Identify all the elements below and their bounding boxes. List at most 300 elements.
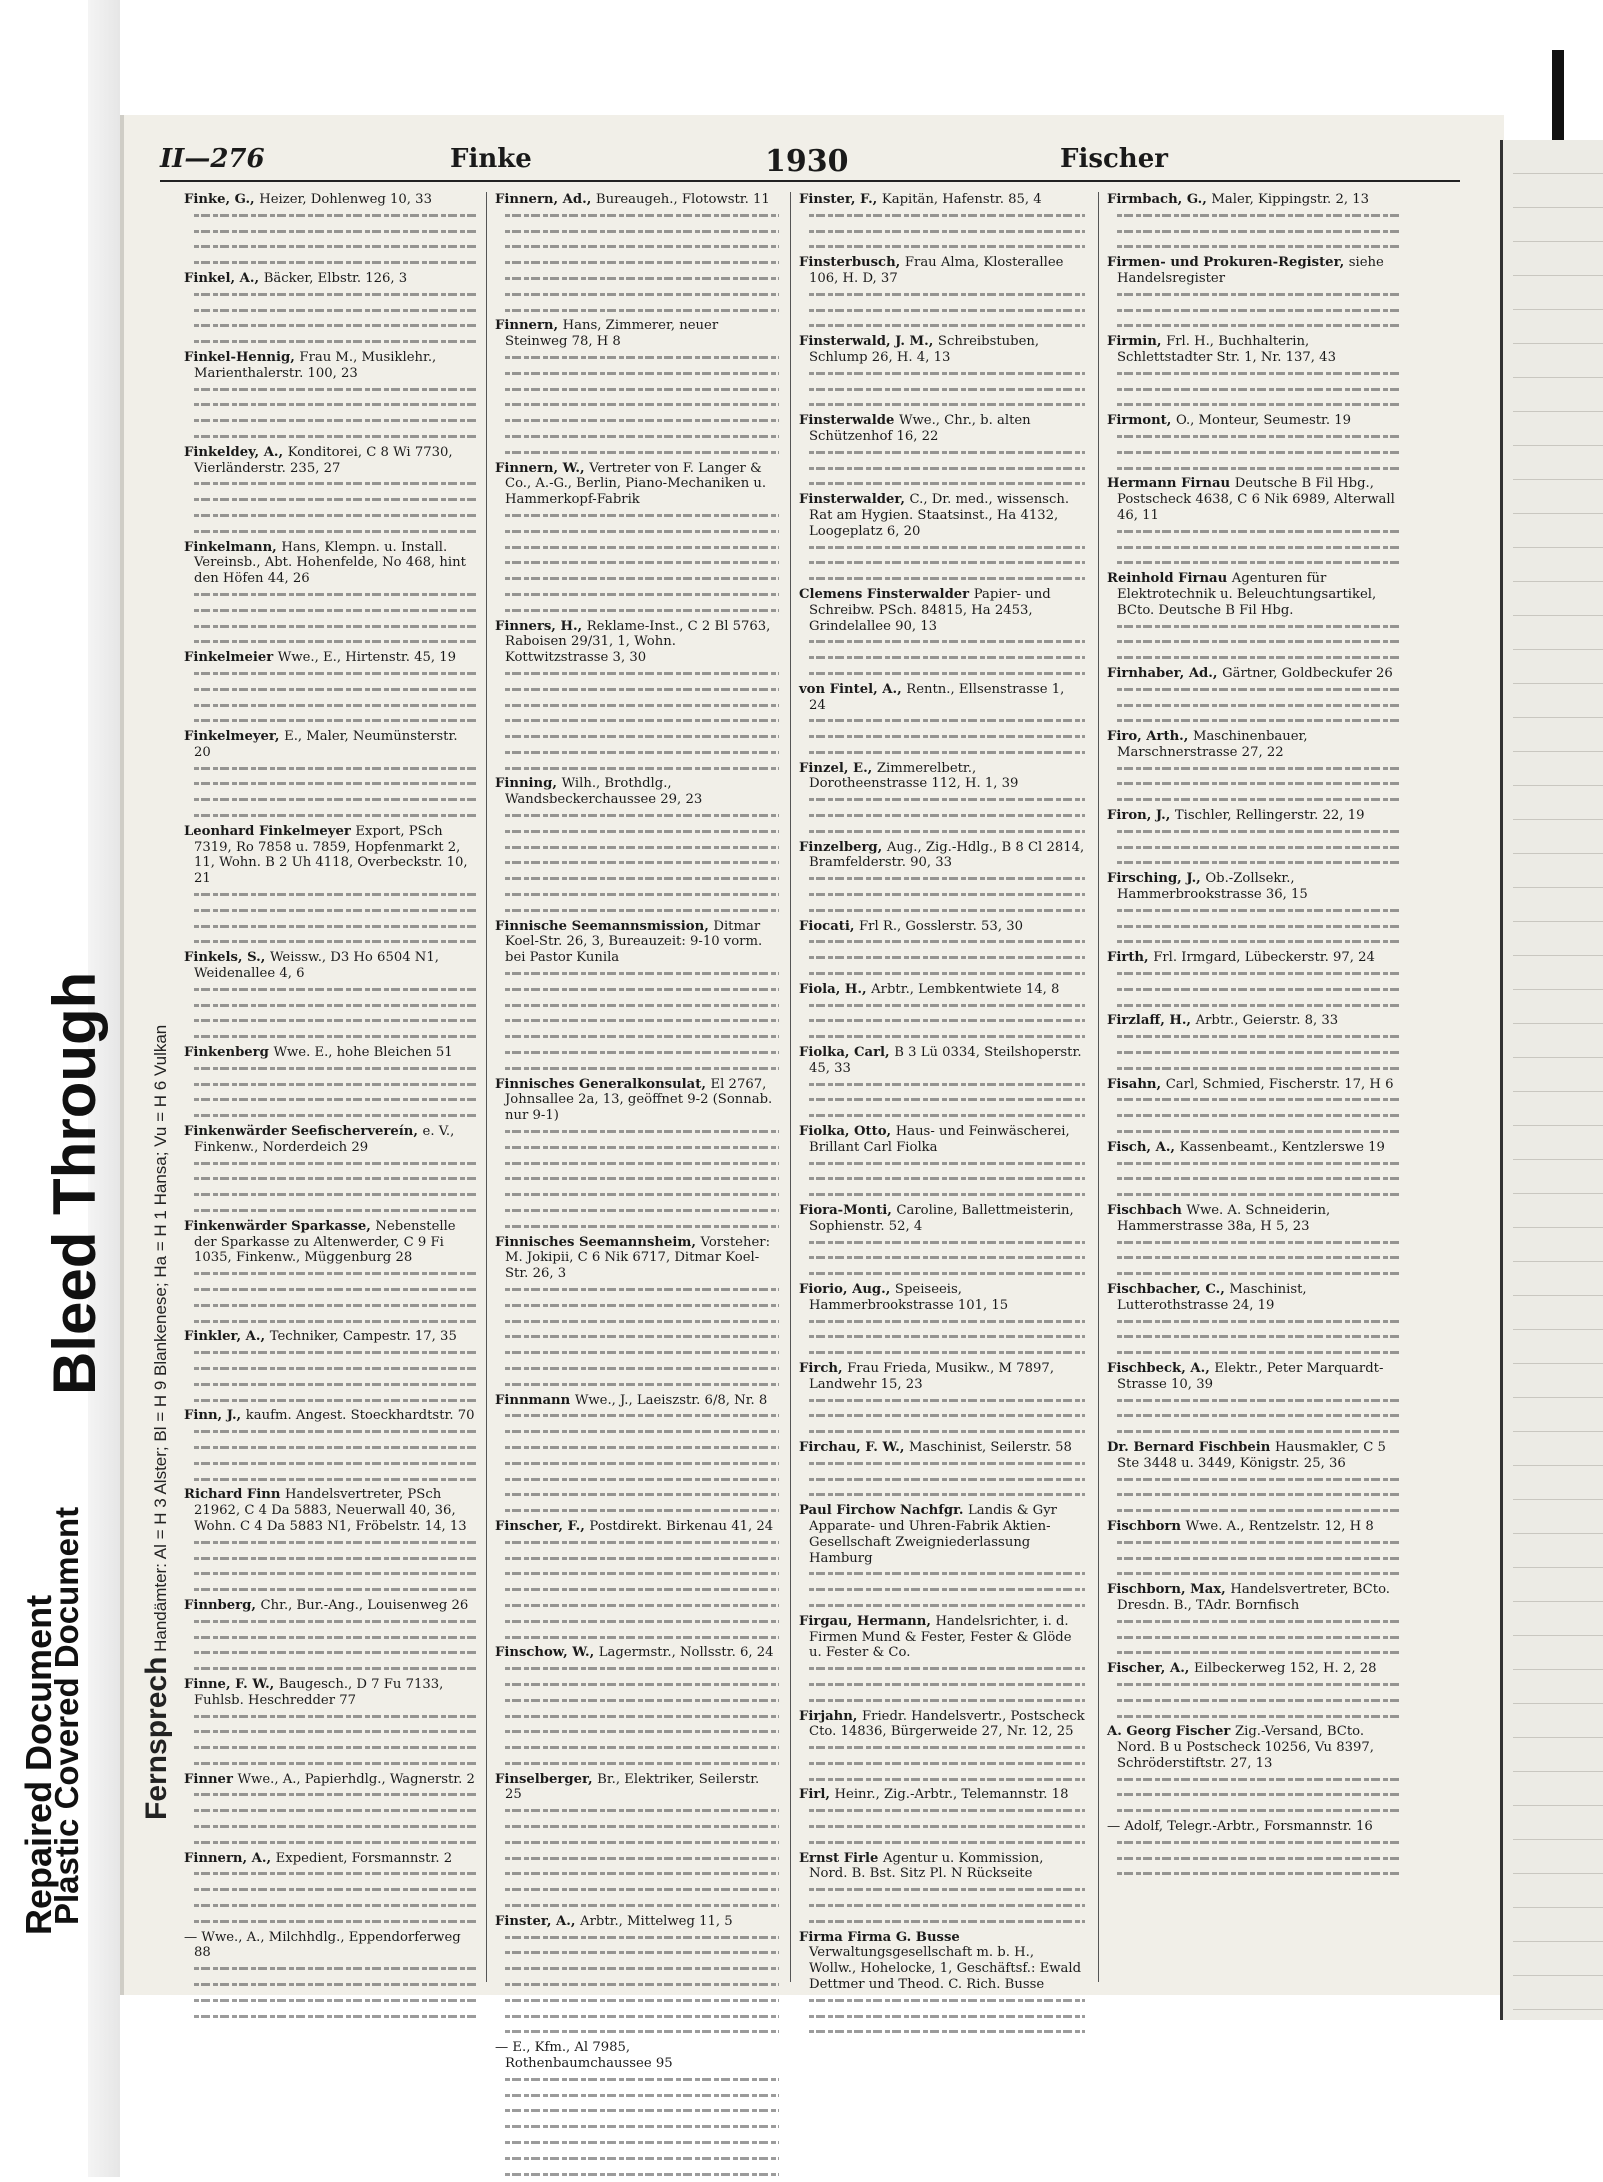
print-line — [495, 303, 779, 319]
print-line — [184, 1614, 476, 1630]
entry-details: Ditmar Koel-Str. 26, 3, Bureauzeit: 9-10 vorm. bei Pastor Kunila — [505, 918, 763, 966]
print-line — [495, 2072, 779, 2088]
entry-details: E., Kfm., Al 7985, Rothenbaumchaussee 95 — [505, 2040, 673, 2072]
entry-name: Firchau, F. W., — [799, 1439, 909, 1455]
print-line — [184, 808, 476, 824]
print-line — [799, 1993, 1085, 2009]
adjacent-page-line — [1513, 1024, 1603, 1058]
repaired-document-stamp: Repaired Document — [18, 1594, 59, 1935]
print-line — [495, 508, 779, 524]
print-line — [495, 524, 779, 540]
directory-entry — [1107, 1013, 1399, 1029]
print-line — [1107, 1787, 1399, 1803]
entry-details: e. V., Finkenw., Norderdeich 29 — [194, 1124, 455, 1155]
entry-name: Finnern, A., — [184, 1850, 276, 1866]
directory-entry — [184, 1772, 476, 1788]
entry-name: Fiolka, Carl, — [799, 1045, 895, 1061]
directory-entry — [495, 1393, 779, 1409]
directory-entry — [184, 540, 476, 587]
print-line — [495, 603, 779, 619]
entry-details: Agentur u. Kommission, Nord. B. Bst. Sitz Pl. N Rückseite — [809, 1850, 1044, 1882]
print-line — [184, 1298, 476, 1314]
directory-entry — [799, 1045, 1085, 1077]
print-line — [1107, 1803, 1399, 1819]
entry-name: Firth, — [1107, 950, 1154, 966]
print-line — [184, 1803, 476, 1819]
print-line — [799, 871, 1085, 887]
print-line — [1107, 382, 1399, 398]
print-line — [1107, 982, 1399, 998]
directory-entry — [184, 1124, 476, 1156]
entry-name: Finnmann — [495, 1392, 575, 1408]
directory-entry — [184, 824, 476, 887]
print-line — [799, 713, 1085, 729]
entry-details: Maschinist, Seilerstr. 58 — [909, 1439, 1072, 1455]
adjacent-page-line — [1513, 650, 1603, 684]
print-line — [799, 1898, 1085, 1914]
print-line — [1107, 1045, 1399, 1061]
entry-details: Bureaugeh., Flotowstr. 11 — [595, 192, 770, 207]
print-line — [495, 998, 779, 1014]
entry-name: Fiocati, — [799, 918, 860, 934]
print-line — [1107, 1266, 1399, 1282]
entry-name: von Fintel, A., — [799, 681, 907, 697]
print-line — [495, 1171, 779, 1187]
print-line — [799, 1314, 1085, 1330]
print-line — [184, 1314, 476, 1330]
entry-name: Finsterwald, J. M., — [799, 334, 938, 350]
print-line — [799, 1677, 1085, 1693]
print-line — [1107, 1393, 1399, 1409]
entry-details: Zig.-Versand, BCto. Nord. B u Postscheck 10256, Vu 8397, Schröderstiftstr. 27, 13 — [1117, 1724, 1374, 1771]
print-line — [495, 698, 779, 714]
directory-entry — [799, 761, 1085, 793]
print-line — [1107, 208, 1399, 224]
adjacent-page-line — [1513, 1364, 1603, 1398]
print-line — [184, 303, 476, 319]
print-line — [1107, 397, 1399, 413]
directory-entry — [184, 350, 476, 382]
entry-name: Fischer, A., — [1107, 1661, 1194, 1677]
print-line — [184, 1535, 476, 1551]
print-line — [184, 1029, 476, 1045]
exchange-list: Handämter: Al = H 3 Alster; Bl = H 9 Blankenese; Ha = H 1 Hansa; Vu = H 6 Vulkan — [151, 1024, 170, 1652]
adjacent-page-line — [1513, 1874, 1603, 1908]
print-line — [495, 2167, 779, 2182]
directory-entry — [184, 445, 476, 477]
print-line — [1107, 1092, 1399, 1108]
print-line — [799, 555, 1085, 571]
print-line — [1107, 461, 1399, 477]
entry-name: Fiorio, Aug., — [799, 1281, 895, 1297]
directory-entry — [1107, 871, 1399, 903]
entry-name: Fiolka, Otto, — [799, 1124, 896, 1140]
entry-details: Kapitän, Hafenstr. 85, 4 — [881, 192, 1042, 207]
print-line — [799, 998, 1085, 1014]
entry-name: Firmen- und Prokuren-Register, — [1107, 255, 1349, 271]
print-line — [495, 1977, 779, 1993]
entry-name: Fisch, A., — [1107, 1139, 1180, 1155]
directory-entry — [799, 1124, 1085, 1156]
print-line — [184, 776, 476, 792]
entry-name: Finsterwalder, — [799, 492, 910, 508]
print-line — [1107, 555, 1399, 571]
print-line — [184, 1171, 476, 1187]
print-line — [799, 461, 1085, 477]
adjacent-page-line — [1513, 1228, 1603, 1262]
entry-name: Finnisches Seemannsheim, — [495, 1234, 701, 1250]
print-line — [184, 666, 476, 682]
header-last-name: Fischer — [1060, 144, 1168, 174]
entry-details: Agenturen für Elektrotechnik u. Beleuchtungsartikel, BCto. Deutsche B Fil Hbg. — [1117, 571, 1377, 618]
adjacent-page-line — [1513, 378, 1603, 412]
print-line — [184, 287, 476, 303]
entry-details: Wwe., A., Milchhdlg., Eppendorferweg 88 — [194, 1929, 461, 1961]
print-line — [1107, 1250, 1399, 1266]
print-line — [184, 1709, 476, 1725]
print-line — [799, 966, 1085, 982]
print-line — [495, 1440, 779, 1456]
print-line — [495, 2135, 779, 2151]
print-line — [799, 1187, 1085, 1203]
print-line — [184, 982, 476, 998]
entry-name: Finzelberg, — [799, 839, 887, 855]
print-line — [495, 224, 779, 240]
directory-entry — [799, 492, 1085, 539]
directory-entry — [799, 1361, 1085, 1393]
print-line — [184, 1898, 476, 1914]
directory-entry — [495, 461, 779, 508]
print-line — [495, 540, 779, 556]
print-line — [184, 1424, 476, 1440]
entry-name: Firmont, — [1107, 413, 1176, 429]
print-line — [1107, 1709, 1399, 1725]
directory-entry — [495, 1914, 779, 1930]
print-line — [184, 476, 476, 492]
print-line — [1107, 1108, 1399, 1124]
entry-details: Deutsche B Fil Hbg., Postscheck 4638, C 6 Nik 6989, Alterwall 46, 11 — [1117, 476, 1395, 523]
print-line — [495, 1156, 779, 1172]
print-line — [495, 1124, 779, 1140]
print-line — [799, 303, 1085, 319]
print-line — [1107, 524, 1399, 540]
print-line — [184, 1345, 476, 1361]
print-line — [1107, 776, 1399, 792]
print-line — [495, 1993, 779, 2009]
adjacent-page-line — [1513, 1058, 1603, 1092]
print-line — [799, 208, 1085, 224]
print-line — [1107, 1645, 1399, 1661]
entry-details: Frau Frieda, Musikw., M 7897, Landwehr 15, 23 — [809, 1360, 1055, 1392]
print-line — [495, 1898, 779, 1914]
print-line — [184, 603, 476, 619]
entry-details: Reklame-Inst., C 2 Bl 5763, Raboisen 29/31, 1, Wohn. Kottwitzstrasse 3, 30 — [505, 618, 771, 666]
print-line — [799, 1756, 1085, 1772]
print-line — [1107, 429, 1399, 445]
print-line — [799, 1345, 1085, 1361]
print-line — [495, 1377, 779, 1393]
print-line — [184, 1156, 476, 1172]
entry-details: Nebenstelle der Sparkasse zu Altenwerder, C 9 Fi 1035, Finkenw., Müggenburg 28 — [194, 1218, 456, 1266]
print-line — [799, 1914, 1085, 1930]
directory-entry — [799, 1930, 1085, 1993]
print-line — [799, 1566, 1085, 1582]
print-line — [495, 1408, 779, 1424]
directory-entry — [1107, 476, 1399, 523]
directory-entry — [1107, 950, 1399, 966]
entry-name: Finkel, A., — [184, 270, 264, 286]
print-line — [495, 855, 779, 871]
telephone-exchange-key — [140, 1025, 174, 1820]
adjacent-page-line — [1513, 1330, 1603, 1364]
entry-details: Wwe., A., Papierhdlg., Wagnerstr. 2 — [237, 1771, 475, 1787]
print-line — [495, 1866, 779, 1882]
entry-details: Landis & Gyr Apparate- und Uhren-Fabrik Aktien-Gesellschaft Zweigniederlassung Hamburg — [809, 1503, 1057, 1566]
entry-name: Finkler, A., — [184, 1329, 270, 1345]
print-line — [799, 1156, 1085, 1172]
print-line — [1107, 1487, 1399, 1503]
print-line — [1107, 998, 1399, 1014]
entry-name: Firl, — [799, 1787, 835, 1803]
print-line — [799, 1108, 1085, 1124]
entry-details: Chr., Bur.-Ang., Louisenweg 26 — [260, 1597, 469, 1613]
print-line — [799, 239, 1085, 255]
directory-entry — [799, 1440, 1085, 1456]
print-line — [799, 634, 1085, 650]
print-line — [1107, 903, 1399, 919]
entry-name: Finnische Seemannsmission, — [495, 918, 714, 934]
print-line — [184, 1866, 476, 1882]
directory-entry — [184, 1598, 476, 1614]
adjacent-page-line — [1513, 786, 1603, 820]
print-line — [184, 318, 476, 334]
print-line — [1107, 1866, 1399, 1882]
print-line — [799, 950, 1085, 966]
print-line — [495, 1361, 779, 1377]
print-line — [1107, 792, 1399, 808]
directory-entry: — E., Kfm., Al 7985, Rothenbaumchaussee 95 — [495, 2040, 673, 2072]
print-line — [184, 1203, 476, 1219]
print-line — [799, 903, 1085, 919]
print-line — [184, 255, 476, 271]
print-line — [495, 1045, 779, 1061]
print-line — [799, 571, 1085, 587]
directory-entry — [184, 1219, 476, 1266]
entry-name: Finkel-Hennig, — [184, 349, 300, 365]
page-number: II—276 — [160, 144, 265, 174]
entry-name: Finselberger, — [495, 1771, 598, 1787]
directory-entry — [799, 1203, 1085, 1235]
adjacent-page-line — [1513, 1296, 1603, 1330]
adjacent-page-line — [1513, 1908, 1603, 1942]
entry-details: Kassenbeamt., Kentzlerswe 19 — [1179, 1139, 1385, 1155]
directory-entry — [1107, 1203, 1399, 1235]
entry-details: Maler, Kippingstr. 2, 13 — [1211, 192, 1369, 207]
print-line — [495, 1140, 779, 1156]
print-line — [495, 1803, 779, 1819]
print-line — [495, 887, 779, 903]
print-line — [1107, 287, 1399, 303]
print-line — [184, 1582, 476, 1598]
directory-entry — [184, 729, 476, 761]
adjacent-page-line — [1513, 1262, 1603, 1296]
print-line — [495, 1424, 779, 1440]
entry-details: Handelsvertreter, BCto. Dresdn. B., TAdr. Bornfisch — [1117, 1582, 1390, 1613]
adjacent-page-line — [1513, 1704, 1603, 1738]
entry-details: Vertreter von F. Langer & Co., A.-G., Berlin, Piano-Mechaniken u. Hammerkopf-Fabrik — [505, 460, 767, 508]
print-line — [495, 1930, 779, 1946]
entry-details: Haus- und Feinwäscherei, Brillant Carl Fiolka — [809, 1124, 1070, 1155]
entry-name: Clemens Finsterwalder — [799, 586, 974, 602]
directory-entry — [799, 1614, 1085, 1661]
directory-entry — [184, 1487, 476, 1534]
entry-name: Finkeldey, A., — [184, 444, 288, 460]
print-line — [799, 1740, 1085, 1756]
adjacent-page-line — [1513, 820, 1603, 854]
directory-entry — [1107, 1077, 1399, 1093]
entry-details: C., Dr. med., wissensch. Rat am Hygien. Staatsinst., Ha 4132, Loogeplatz 6, 20 — [809, 492, 1070, 539]
entry-details: Weissw., D3 Ho 6504 N1, Weidenallee 4, 6 — [194, 950, 439, 982]
entry-details: Aug., Zig.-Hdlg., B 8 Cl 2814, Bramfelderstr. 90, 33 — [809, 839, 1085, 871]
print-line — [495, 982, 779, 998]
print-line — [495, 587, 779, 603]
entry-name: Finscher, F., — [495, 1518, 590, 1534]
print-line — [799, 397, 1085, 413]
entry-name: Finkelmann, — [184, 539, 282, 555]
entry-name: Firsching, J., — [1107, 871, 1206, 887]
print-line — [1107, 1345, 1399, 1361]
print-line — [184, 1092, 476, 1108]
adjacent-page-line — [1513, 1738, 1603, 1772]
entry-name: Firgau, Hermann, — [799, 1613, 936, 1629]
print-line — [1107, 1424, 1399, 1440]
print-line — [184, 1393, 476, 1409]
entry-details: kaufm. Angest. Stoeckhardtstr. 70 — [245, 1408, 475, 1424]
print-line — [495, 1945, 779, 1961]
entry-details: Handelsrichter, i. d. Firmen Mund & Fester, Fester & Glöde u. Fester & Co. — [809, 1613, 1072, 1661]
entry-details: Wwe. E., hohe Bleichen 51 — [273, 1045, 453, 1061]
directory-entry — [1107, 1440, 1399, 1472]
print-line — [184, 934, 476, 950]
print-line — [495, 1535, 779, 1551]
entry-name: Firzlaff, H., — [1107, 1013, 1196, 1029]
print-line — [184, 1882, 476, 1898]
entry-details: Ob.-Zollsekr., Hammerbrookstrasse 36, 15 — [1117, 871, 1308, 903]
print-line — [799, 1329, 1085, 1345]
entry-details: Rentn., Ellsenstrasse 1, 24 — [809, 681, 1065, 713]
directory-entry — [799, 1787, 1085, 1803]
print-line — [1107, 1408, 1399, 1424]
print-line — [495, 1345, 779, 1361]
entry-details: Wwe., Chr., b. alten Schützenhof 16, 22 — [809, 413, 1031, 444]
print-line — [184, 682, 476, 698]
directory-entry — [495, 1645, 779, 1661]
directory-entry — [1107, 571, 1399, 618]
entry-name: Finners, H., — [495, 618, 587, 634]
entry-details: Wilh., Brothdlg., Wandsbeckerchaussee 29, 23 — [505, 776, 703, 808]
adjacent-page-line — [1513, 922, 1603, 956]
entry-name: Leonhard Finkelmeyer — [184, 823, 356, 839]
entry-details: Frl R., Gosslerstr. 53, 30 — [859, 918, 1023, 934]
print-line — [184, 1787, 476, 1803]
print-line — [799, 1661, 1085, 1677]
directory-entry — [799, 1503, 1085, 1566]
directory-entry — [1107, 1724, 1399, 1771]
print-line — [184, 1472, 476, 1488]
print-line — [1107, 698, 1399, 714]
print-line — [495, 208, 779, 224]
print-line — [184, 887, 476, 903]
print-line — [495, 713, 779, 729]
directory-entry — [184, 1329, 476, 1345]
entry-details: Heizer, Dohlenweg 10, 33 — [259, 192, 432, 207]
entry-details: Adolf, Telegr.-Arbtr., Forsmannstr. 16 — [1124, 1819, 1373, 1835]
adjacent-page-edge — [1500, 140, 1603, 2020]
entry-details: Arbtr., Geierstr. 8, 33 — [1195, 1013, 1339, 1029]
entry-name: Finzel, E., — [799, 760, 877, 776]
directory-entry — [799, 840, 1085, 872]
plastic-covered-stamp: Plastic Covered Document — [48, 1506, 85, 1925]
print-line — [495, 1298, 779, 1314]
print-line — [799, 1693, 1085, 1709]
entry-details: Maschinenbauer, Marschnerstrasse 27, 22 — [1117, 729, 1308, 760]
print-line — [495, 824, 779, 840]
print-line — [495, 2024, 779, 2040]
print-line — [799, 1456, 1085, 1472]
print-line — [799, 476, 1085, 492]
adjacent-page-line — [1513, 616, 1603, 650]
directory-entry — [799, 1709, 1085, 1741]
adjacent-page-line — [1513, 174, 1603, 208]
header-first-name: Finke — [450, 144, 532, 174]
print-line — [799, 1472, 1085, 1488]
print-line — [799, 224, 1085, 240]
print-line — [1107, 1061, 1399, 1077]
print-line — [184, 239, 476, 255]
print-line — [495, 2088, 779, 2104]
print-line — [184, 1914, 476, 1930]
print-line — [495, 1756, 779, 1772]
entry-name: Fischbacher, C., — [1107, 1281, 1230, 1297]
adjacent-page-line — [1513, 1840, 1603, 1874]
entry-name: Finkelmeier — [184, 650, 278, 666]
print-line — [495, 1566, 779, 1582]
print-line — [495, 1851, 779, 1867]
entry-name: A. Georg Fischer — [1107, 1724, 1235, 1740]
entry-name: Finkenwärder Seefischervereín, — [184, 1124, 423, 1140]
directory-entry — [1107, 808, 1399, 824]
directory-entry — [495, 619, 779, 666]
entry-details: Tischler, Rellingerstr. 22, 19 — [1174, 808, 1365, 824]
print-line — [1107, 1156, 1399, 1172]
print-line — [495, 761, 779, 777]
print-line — [799, 1013, 1085, 1029]
entry-name: Ernst Firle — [799, 1850, 884, 1866]
print-line — [1107, 1472, 1399, 1488]
print-line — [799, 1171, 1085, 1187]
entry-details: Heinr., Zig.-Arbtr., Telemannstr. 18 — [834, 1787, 1069, 1803]
entry-name: Fiola, H., — [799, 981, 872, 997]
print-line — [799, 287, 1085, 303]
print-line — [184, 1187, 476, 1203]
entry-details: El 2767, Johnsallee 2a, 13, geöffnet 9-2 (Sonnab. nur 9-1) — [505, 1076, 773, 1124]
print-line — [495, 1582, 779, 1598]
print-line — [799, 887, 1085, 903]
entry-details: Techniker, Campestr. 17, 35 — [269, 1329, 457, 1345]
print-line — [1107, 1503, 1399, 1519]
entry-name: Finn, J., — [184, 1408, 246, 1424]
entry-details: Vorsteher: M. Jokipii, C 6 Nik 6717, Ditmar Koel-Str. 26, 3 — [505, 1234, 771, 1282]
